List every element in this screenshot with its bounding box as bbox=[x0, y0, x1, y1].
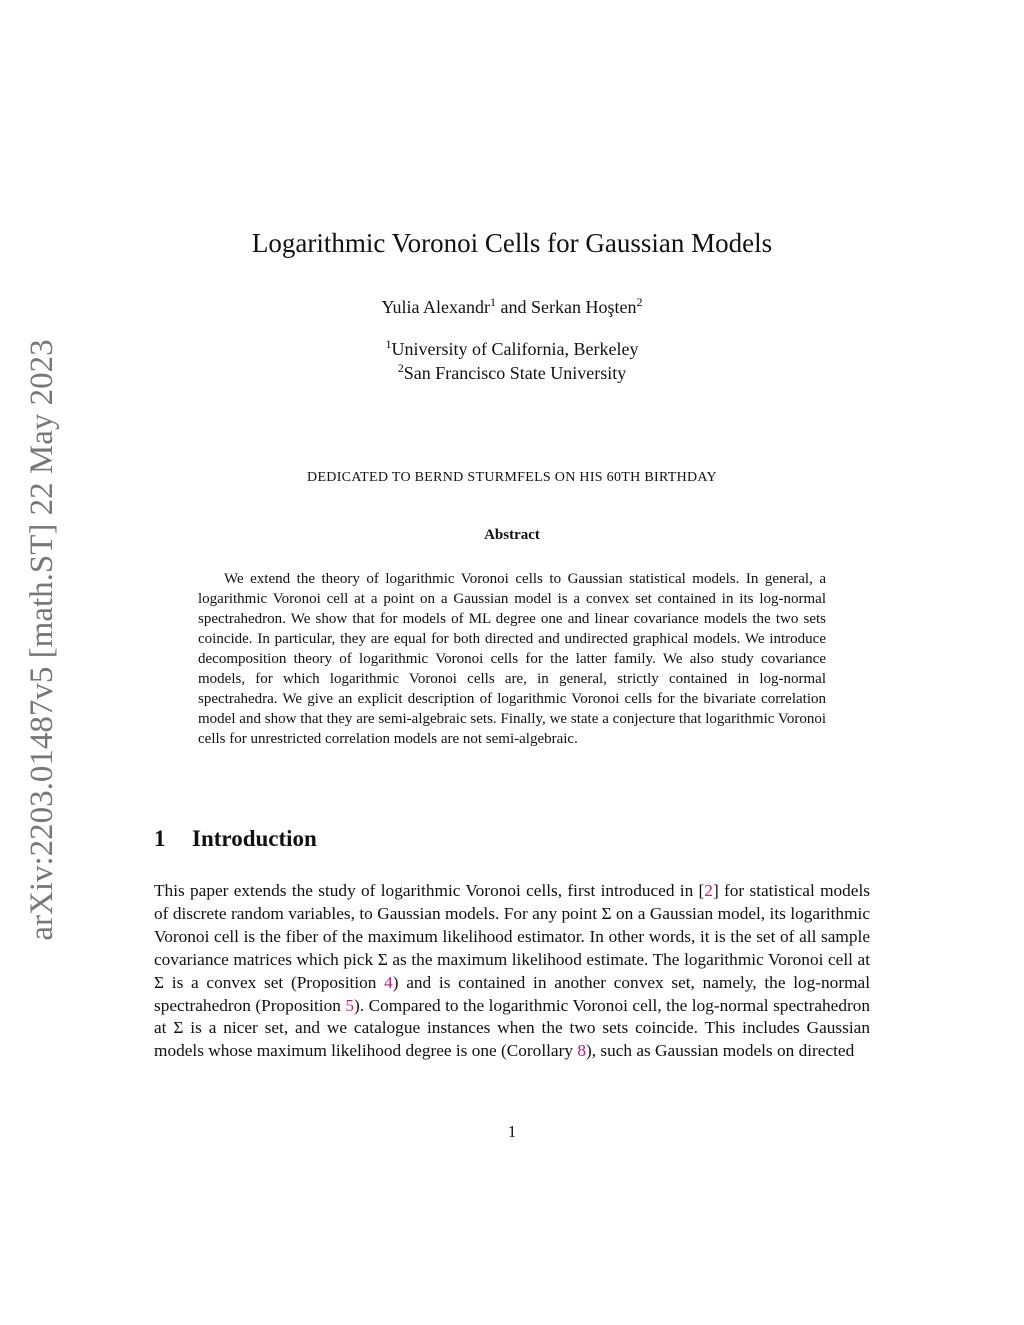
proposition-link[interactable]: 5 bbox=[345, 995, 355, 1015]
intro-text: ] for statistical models of discrete random variables, to Gaussian models. For any point Σ on a Gaussian model, its logarithmic Voronoi cell is the fiber of the maximum likelihood estimator. In other words, it is the set of all sample covariance matrices which pick Σ as the maximum likelihood estimate. The logarithmic Voronoi cell at Σ is a convex set (Proposition bbox=[154, 881, 870, 992]
intro-text: This paper extends the study of logarithmic Voronoi cells, first introduced in [ bbox=[154, 881, 705, 900]
page-number: 1 bbox=[507, 1122, 517, 1141]
abstract-heading: Abstract bbox=[484, 527, 540, 543]
section-number: 1 bbox=[154, 826, 166, 851]
affiliation-name: University of California, Berkeley bbox=[391, 339, 639, 359]
affiliation-mark: 2 bbox=[397, 361, 404, 375]
affiliation-mark: 1 bbox=[385, 337, 392, 351]
dedication: DEDICATED TO BERND STURMFELS ON HIS 60TH BIRTHDAY bbox=[307, 470, 717, 485]
author-name: Serkan Hoşten bbox=[531, 297, 637, 317]
author-name: Yulia Alexandr bbox=[381, 297, 490, 317]
proposition-link[interactable]: 4 bbox=[384, 972, 393, 992]
corollary-link[interactable]: 8 bbox=[577, 1041, 586, 1061]
author-joiner: and bbox=[496, 297, 531, 317]
affiliation-name: San Francisco State University bbox=[403, 363, 627, 383]
author-line bbox=[150, 295, 874, 319]
affiliation-mark: 1 bbox=[490, 295, 496, 309]
citation-link[interactable]: 2 bbox=[704, 881, 713, 900]
paper-title: Logarithmic Voronoi Cells for Gaussian Models bbox=[251, 228, 773, 258]
intro-text: ), such as Gaussian models on directed bbox=[585, 1041, 855, 1061]
section-title: Introduction bbox=[192, 826, 317, 851]
affiliation-berkeley bbox=[150, 337, 874, 361]
introduction-paragraph bbox=[154, 880, 870, 1063]
affiliation-mark: 2 bbox=[636, 295, 643, 309]
arxiv-identifier-stamp: arXiv:2203.01487v5 [math.ST] 22 May 2023 bbox=[24, 339, 60, 941]
intro-text: ) and is contained in another convex set, namely, the log-normal spectrahedron (Proposition bbox=[154, 972, 870, 1015]
section-heading-introduction bbox=[154, 824, 654, 854]
intro-text: ). Compared to the logarithmic Voronoi cell, the log-normal spectrahedron at Σ is a nicer set, and we catalogue instances when the two sets coincide. This includes Gaussian models whose maximum likelihood degree is one (Corollary bbox=[154, 995, 870, 1061]
abstract-text: We extend the theory of logarithmic Voronoi cells to Gaussian statistical models. In general, a logarithmic Voronoi cell at a point on a Gaussian model is a convex set contained in its log-normal spectrahedron. We show that for models of ML degree one and linear covariance models the two sets coincide. In particular, they are equal for both directed and undirected graphical models. We introduce decomposition theory of logarithmic Voronoi cells for the latter family. We also study covariance models, for which logarithmic Voronoi cells are, in general, strictly contained in log-normal spectrahedra. We give an explicit description of logarithmic Voronoi cells for the bivariate correlation model and show that they are semi-algebraic sets. Finally, we state a conjecture that logarithmic Voronoi cells for unrestricted correlation models are not semi-algebraic. bbox=[198, 571, 826, 747]
affiliation-sfsu bbox=[150, 361, 874, 385]
